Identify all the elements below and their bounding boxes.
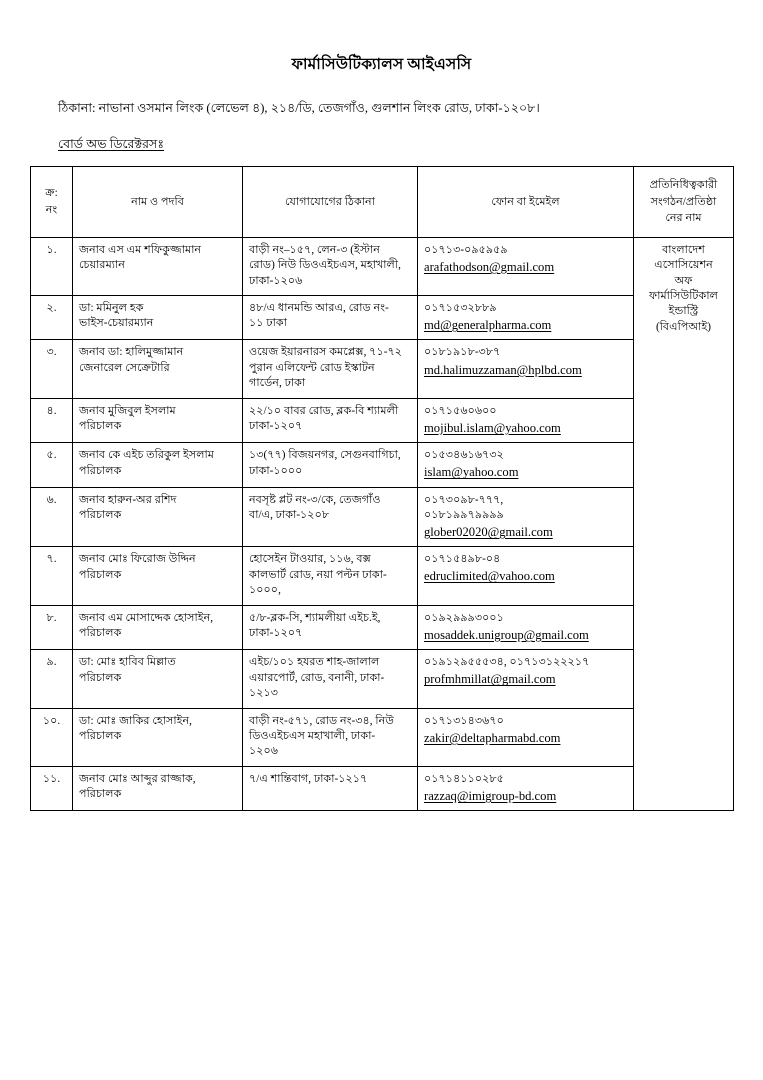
address-line-3: ১২১৩ bbox=[249, 687, 279, 700]
column-header-serial-line1: ক্র: bbox=[45, 187, 58, 200]
board-of-directors-table bbox=[30, 166, 734, 812]
cell-name bbox=[73, 547, 243, 605]
phone-number: ০১৭১৫৩২৮৮৯ bbox=[424, 301, 497, 314]
designation-line: পরিচালক bbox=[79, 509, 122, 522]
address-line-2: ১১ ঢাকা bbox=[249, 317, 287, 330]
table-row bbox=[31, 443, 734, 487]
address-line-1: ১৩(৭৭) বিজয়নগর, সেগুনবাগিচা, bbox=[249, 449, 401, 462]
column-header-organization bbox=[634, 166, 734, 237]
cell-serial: ৮. bbox=[31, 605, 73, 649]
phone-number: ০১৭১৩-০৯৫৯৫৯ bbox=[424, 243, 508, 256]
cell-serial: ৫. bbox=[31, 443, 73, 487]
phone-number: ০১৭১৫৬০৬০০ bbox=[424, 404, 497, 417]
organization-line-5: ইন্ডাস্ট্রি bbox=[668, 305, 699, 318]
designation-line: পরিচালক bbox=[79, 627, 122, 640]
email-link[interactable]: md.halimuzzaman@hplbd.com bbox=[424, 362, 582, 377]
column-header-serial-line2: নং bbox=[45, 203, 58, 216]
cell-address bbox=[243, 295, 418, 339]
cell-contact bbox=[418, 398, 634, 442]
name-line: ডা: মোঃ হাবিব মিল্লাত bbox=[79, 656, 176, 669]
name-line: জনাব মোঃ ফিরোজ উদ্দিন bbox=[79, 553, 196, 566]
address-line-2: এয়ারপোর্ট, রোড, বনানী, ঢাকা- bbox=[249, 671, 385, 684]
table-row bbox=[31, 708, 734, 766]
cell-serial: ১০. bbox=[31, 708, 73, 766]
address-line-2: ঢাকা-১২০৭ bbox=[249, 627, 303, 640]
table-row bbox=[31, 766, 734, 810]
table-row bbox=[31, 487, 734, 547]
designation-line: জেনারেল সেক্রেটারি bbox=[79, 361, 170, 374]
designation-line: পরিচালক bbox=[79, 464, 122, 477]
email-link[interactable]: md@generalpharma.com bbox=[424, 318, 552, 333]
cell-serial: ৪. bbox=[31, 398, 73, 442]
table-row bbox=[31, 605, 734, 649]
address-line-1: এইচ/১০১ হযরত শাহ-জালাল bbox=[249, 656, 380, 669]
cell-contact bbox=[418, 237, 634, 295]
cell-contact bbox=[418, 605, 634, 649]
email-link[interactable]: profmhmillat@gmail.com bbox=[424, 672, 556, 687]
cell-contact bbox=[418, 547, 634, 605]
email-link[interactable]: edruclimited@vahoo.com bbox=[424, 569, 555, 584]
address-line-2: রোড) নিউ ডিওএইচএস, মহাখালী, bbox=[249, 259, 401, 272]
name-line: জনাব হারুন-অর রশিদ bbox=[79, 493, 177, 506]
name-line: ডা: মমিনুল হক bbox=[79, 301, 144, 314]
table-row bbox=[31, 547, 734, 605]
cell-name bbox=[73, 443, 243, 487]
address-line-2: কালভার্ট রোড, নয়া পল্টন ঢাকা- bbox=[249, 568, 387, 581]
phone-number: ০১৮১৯১৮-৩৮৭ bbox=[424, 346, 501, 359]
cell-address bbox=[243, 547, 418, 605]
cell-name bbox=[73, 605, 243, 649]
address-line-3: ১২০৬ bbox=[249, 745, 279, 758]
organization-line-3: অফ bbox=[674, 274, 693, 287]
cell-contact bbox=[418, 340, 634, 398]
table-row bbox=[31, 398, 734, 442]
designation-line: পরিচালক bbox=[79, 729, 122, 742]
address-line-1: হোসেইন টাওয়ার, ১১৬, বক্স bbox=[249, 553, 371, 566]
address-line-1: ২২/১০ বাবর রোড, ব্লক-বি শ্যামলী bbox=[249, 404, 399, 417]
email-link[interactable]: islam@yahoo.com bbox=[424, 465, 519, 480]
designation-line: চেয়ারম্যান bbox=[79, 259, 125, 272]
cell-address bbox=[243, 650, 418, 708]
phone-number: ০১৫৩৪৬১৬৭৩২ bbox=[424, 449, 504, 462]
name-line: জনাব এস এম শফিকুজ্জামান bbox=[79, 243, 202, 256]
organization-line-2: এসোসিয়েশন bbox=[654, 259, 713, 272]
address-line-1: বাড়ী নং–১৫৭, লেন-৩ (ইস্টান bbox=[249, 243, 380, 256]
cell-contact bbox=[418, 708, 634, 766]
cell-address bbox=[243, 237, 418, 295]
cell-address bbox=[243, 398, 418, 442]
column-header-address: যোগাযোগের ঠিকানা bbox=[243, 166, 418, 237]
cell-name bbox=[73, 295, 243, 339]
section-heading: বোর্ড অভ ডিরেক্টরসঃ bbox=[58, 136, 165, 151]
address-line-1: ৪৮/এ ধানমন্ডি আরএ, রোড নং- bbox=[249, 301, 389, 314]
cell-serial: ৯. bbox=[31, 650, 73, 708]
organization-line-4: ফার্মাসিউটিকাল bbox=[649, 289, 718, 302]
name-line: ডা: মোঃ জাকির হোসাইন, bbox=[79, 714, 192, 727]
table-row bbox=[31, 237, 734, 295]
table-row bbox=[31, 650, 734, 708]
cell-name bbox=[73, 766, 243, 810]
name-line: জনাব মোঃ আব্দুর রাজ্জাক, bbox=[79, 772, 196, 785]
cell-contact bbox=[418, 295, 634, 339]
table-header-row bbox=[31, 166, 734, 237]
page-title: ফার্মাসিউটিক্যালস আইএসসি bbox=[291, 56, 472, 73]
address-line-2: পুরান এলিফেন্ট রোড ইস্কাটন bbox=[249, 361, 375, 374]
phone-number: ০১৭১৩১৪৩৬৭০ bbox=[424, 714, 504, 727]
cell-address bbox=[243, 605, 418, 649]
cell-address bbox=[243, 443, 418, 487]
name-line: জনাব এম মোসাদ্দেক হোসাইন, bbox=[79, 611, 214, 624]
address-line-1: বাড়ী নং-৫৭১, রোড নং-৩৪, নিউ bbox=[249, 714, 394, 727]
address-line-1: নবসৃষ্ট প্লট নং-৩/কে, তেজগাঁও bbox=[249, 493, 381, 506]
email-link[interactable]: glober02020@gmail.com bbox=[424, 524, 553, 539]
phone-number: ০১৯২৯৯৯৩০০১ bbox=[424, 611, 504, 624]
column-header-organization-line1: প্রতিনিধিত্বকারী bbox=[649, 179, 718, 192]
cell-serial: ৩. bbox=[31, 340, 73, 398]
name-line: জনাব ডা: হালিমুজ্জামান bbox=[79, 346, 184, 359]
phone-number: ০১৭১৪১১০২৮৫ bbox=[424, 772, 504, 785]
cell-name bbox=[73, 487, 243, 547]
email-link[interactable]: razzaq@imigroup-bd.com bbox=[424, 788, 557, 803]
organization-line-6: (বিএপিআই) bbox=[655, 320, 712, 333]
cell-serial: ৭. bbox=[31, 547, 73, 605]
cell-contact bbox=[418, 487, 634, 547]
designation-line: ভাইস-চেয়ারম্যান bbox=[79, 317, 154, 330]
designation-line: পরিচালক bbox=[79, 420, 122, 433]
cell-organization bbox=[634, 237, 734, 811]
address-line-1: ওয়েজ ইয়ারনারস কমপ্লেক্স, ৭১-৭২ bbox=[249, 346, 402, 359]
address-line-3: ১০০০, bbox=[249, 584, 281, 597]
address-line-2: বা/এ, ঢাকা-১২০৮ bbox=[249, 509, 330, 522]
cell-name bbox=[73, 340, 243, 398]
address-line-2: ঢাকা-১০০০ bbox=[249, 464, 303, 477]
address-line-2: ডিওএইচএস মহাখালী, ঢাকা- bbox=[249, 729, 376, 742]
table-row bbox=[31, 340, 734, 398]
email-link[interactable]: zakir@deltapharmabd.com bbox=[424, 730, 561, 745]
cell-serial: ২. bbox=[31, 295, 73, 339]
column-header-serial bbox=[31, 166, 73, 237]
email-link[interactable]: mojibul.islam@yahoo.com bbox=[424, 420, 561, 435]
name-line: জনাব কে এইচ তরিকুল ইসলাম bbox=[79, 449, 214, 462]
cell-name bbox=[73, 398, 243, 442]
phone-number-secondary: ০১৮১৯৯৭৯৯৯৯ bbox=[424, 508, 504, 521]
address-line-1: ৭/এ শান্তিবাগ, ঢাকা-১২১৭ bbox=[249, 772, 368, 785]
phone-number: ০১৯১২৯৫৫৫৩৪, ০১৭১৩১২২২১৭ bbox=[424, 656, 590, 669]
cell-name bbox=[73, 650, 243, 708]
cell-address bbox=[243, 766, 418, 810]
designation-line: পরিচালক bbox=[79, 671, 122, 684]
cell-contact bbox=[418, 650, 634, 708]
cell-name bbox=[73, 237, 243, 295]
cell-serial: ১১. bbox=[31, 766, 73, 810]
cell-name bbox=[73, 708, 243, 766]
cell-serial: ৬. bbox=[31, 487, 73, 547]
column-header-organization-line3: নের নাম bbox=[665, 211, 702, 224]
cell-address bbox=[243, 340, 418, 398]
table-row bbox=[31, 295, 734, 339]
organization-line-1: বাংলাদেশ bbox=[662, 243, 705, 256]
designation-line: পরিচালক bbox=[79, 568, 122, 581]
email-link[interactable]: mosaddek.unigroup@gmail.com bbox=[424, 627, 589, 642]
address-line-2: ঢাকা-১২০৭ bbox=[249, 420, 303, 433]
phone-number: ০১৭১৫৪৯৮-০৪ bbox=[424, 553, 501, 566]
address-line: ঠিকানা: নাভানা ওসমান লিংক (লেভেল ৪), ২১৪/ডি, তেজগাঁও, গুলশান লিংক রোড, ঢাকা-১২০৮। bbox=[58, 101, 540, 115]
column-header-contact: ফোন বা ইমেইল bbox=[418, 166, 634, 237]
column-header-organization-line2: সংগঠন/প্রতিষ্ঠা bbox=[650, 195, 717, 208]
column-header-name: নাম ও পদবি bbox=[73, 166, 243, 237]
cell-contact bbox=[418, 766, 634, 810]
phone-number: ০১৭৩০৯৮-৭৭৭, bbox=[424, 493, 504, 506]
cell-address bbox=[243, 708, 418, 766]
address-line-1: ৫/৮-ব্লক-সি, শ্যামলীয়া এইচ.ই, bbox=[249, 611, 381, 624]
cell-address bbox=[243, 487, 418, 547]
address-line-3: গার্ডেন, ঢাকা bbox=[249, 377, 306, 390]
address-line-3: ঢাকা-১২০৬ bbox=[249, 274, 303, 287]
email-link[interactable]: arafathodson@gmail.com bbox=[424, 259, 555, 274]
cell-contact bbox=[418, 443, 634, 487]
designation-line: পরিচালক bbox=[79, 788, 122, 801]
name-line: জনাব মুজিবুল ইসলাম bbox=[79, 404, 176, 417]
cell-serial: ১. bbox=[31, 237, 73, 295]
